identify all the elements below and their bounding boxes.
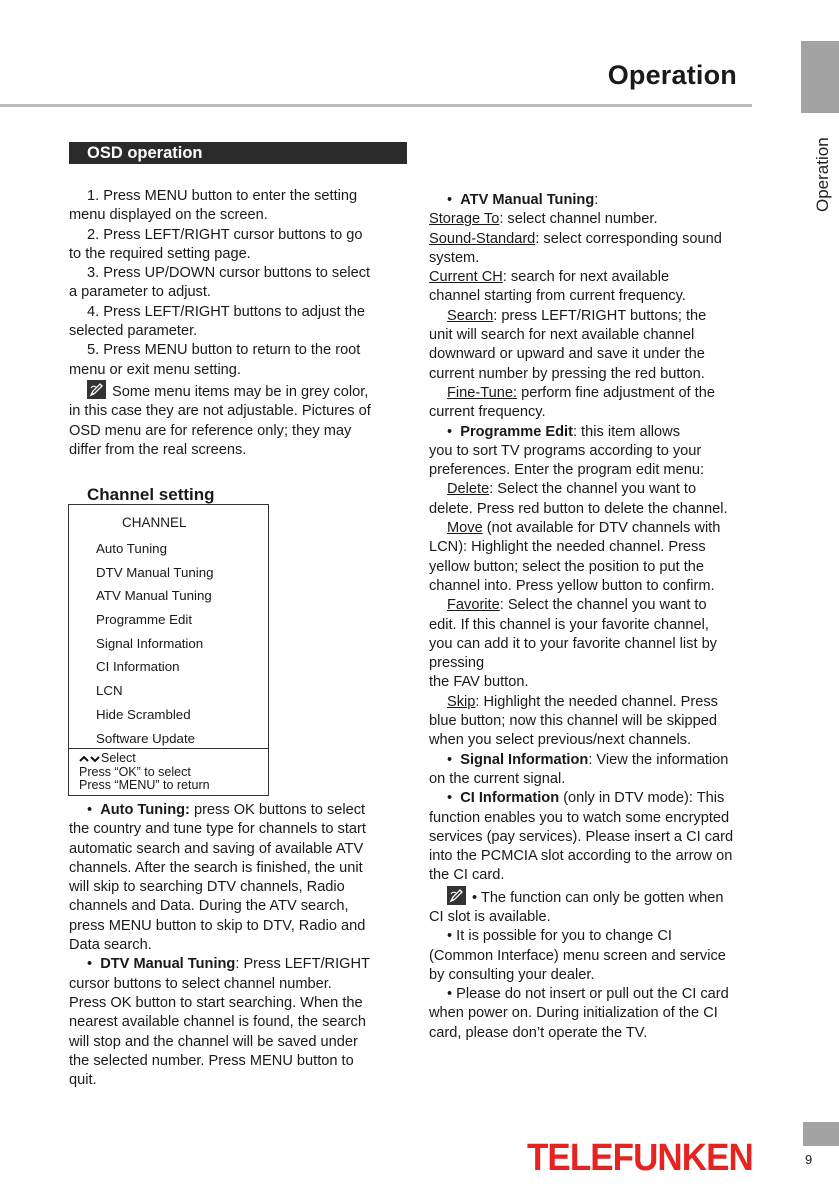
step-line: 3. Press UP/DOWN cursor buttons to select	[87, 265, 371, 282]
channel-menu-box	[68, 504, 269, 796]
dtv-tuning-line: • DTV Manual Tuning: Press LEFT/RIGHT	[87, 956, 370, 973]
ci-bullet-line: card, please don’t operate the TV.	[429, 1024, 648, 1041]
auto-tuning-line: the country and tune type for channels to start	[69, 821, 366, 838]
fine-line: current frequency.	[429, 404, 546, 421]
page-title: Operation	[607, 60, 737, 90]
fav-line: pressing	[429, 655, 485, 672]
step-line: menu displayed on the screen.	[69, 207, 268, 224]
auto-tuning-line: channels and Data. During the ATV search,	[69, 898, 349, 915]
auto-tuning-line: Data search.	[69, 937, 152, 954]
step-line: selected parameter.	[69, 323, 198, 340]
search-line: current number by pressing the red button.	[429, 365, 705, 382]
menu-footer	[69, 748, 268, 793]
menu-list	[96, 539, 214, 752]
step-line: 2. Press LEFT/RIGHT cursor buttons to go	[87, 226, 363, 243]
prog-line: preferences. Enter the program edit menu:	[429, 462, 704, 479]
ci-bullet-line: when power on. During initialization of the CI	[429, 1005, 718, 1022]
search-line: downward or upward and save it under the	[429, 346, 705, 363]
auto-tuning-line: automatic search and saving of available ATV	[69, 840, 364, 857]
dtv-tuning-title: DTV Manual Tuning	[100, 956, 236, 973]
auto-tuning-line: • Auto Tuning: press OK buttons to select	[87, 802, 366, 818]
left-column	[69, 187, 406, 460]
menu-item-atv-manual-tuning: ATV Manual Tuning	[96, 588, 212, 604]
step-line: 5. Press MENU button to return to the root	[87, 342, 361, 359]
move-line: yellow button; select the position to put the	[429, 558, 705, 575]
step-line: menu or exit menu setting.	[69, 361, 241, 378]
note-line	[69, 380, 406, 402]
menu-footer-return: Press “MENU” to return	[79, 778, 210, 792]
ci-line: • CI Information (only in DTV mode): This	[447, 790, 725, 807]
ci-bullet-line: by consulting your dealer.	[429, 966, 595, 983]
search-line: unit will search for next available channel	[429, 327, 695, 344]
menu-item-dtv-manual-tuning: DTV Manual Tuning	[96, 564, 214, 580]
note-line: differ from the real screens.	[69, 441, 247, 458]
move-line: channel into. Press yellow button to confirm.	[429, 577, 715, 594]
note-line: OSD menu are for reference only; they may	[69, 422, 352, 439]
move-line: Move (not available for DTV channels with	[447, 520, 721, 537]
auto-tuning-title: Auto Tuning:	[100, 802, 190, 818]
menu-item-lcn: LCN	[96, 683, 123, 699]
menu-item-hide-scrambled: Hide Scrambled	[96, 706, 191, 722]
dtv-tuning-line: cursor buttons to select channel number.	[69, 975, 332, 992]
skip-line: blue button; now this channel will be skipped	[429, 713, 718, 730]
dtv-tuning-line: nearest available channel is found, the search	[69, 1014, 366, 1031]
move-line: LCN): Highlight the needed channel. Press	[429, 539, 706, 556]
ci-note-line: CI slot is available.	[429, 908, 551, 925]
auto-tuning-line: press MENU button to skip to DTV, Radio and	[69, 917, 366, 934]
dtv-tuning-line: quit.	[69, 1072, 97, 1089]
step-line: a parameter to adjust.	[69, 284, 211, 301]
skip-line: Skip: Highlight the needed channel. Press	[447, 693, 718, 710]
atv-title-line: • ATV Manual Tuning:	[447, 192, 599, 208]
side-section-label: Operation	[813, 137, 832, 212]
auto-tuning-line: will skip to searching DTV channels, Radio	[69, 879, 345, 896]
prog-line: • Programme Edit: this item allows	[447, 423, 681, 440]
menu-item-software-update: Software Update	[96, 730, 196, 746]
fine-line: Fine-Tune: perform fine adjustment of the	[447, 384, 715, 401]
menu-title: CHANNEL	[122, 515, 187, 530]
note-text: Some menu items may be in grey color,	[112, 383, 369, 400]
side-tab	[801, 41, 839, 113]
dtv-tuning-line: Press OK button to start searching. When the	[69, 994, 363, 1011]
current-line: channel starting from current frequency.	[429, 288, 686, 305]
left-column-lower	[69, 801, 406, 1090]
sound-line: Sound-Standard: select corresponding sound	[429, 230, 722, 247]
storage-line: Storage To: select channel number.	[429, 211, 658, 228]
right-column	[429, 191, 767, 1043]
prog-line: you to sort TV programs according to your	[429, 442, 702, 459]
page-number: 9	[805, 1152, 813, 1167]
menu-footer-select: Select	[101, 751, 136, 765]
note-icon	[87, 380, 106, 399]
page-tab	[803, 1122, 839, 1146]
dtv-tuning-text: : Press LEFT/RIGHT	[235, 956, 370, 973]
delete-line: delete. Press red button to delete the channel.	[429, 500, 728, 517]
fav-line: you can add it to your favorite channel list by	[429, 635, 717, 652]
auto-tuning-text: press OK buttons to select	[189, 802, 366, 818]
ci-bullet-line: • Please do not insert or pull out the CI card	[447, 986, 729, 1003]
ci-line: function enables you to watch some encrypted	[429, 809, 730, 826]
step-line: to the required setting page.	[69, 245, 251, 262]
sound-line: system.	[429, 249, 480, 266]
step-line: 4. Press LEFT/RIGHT buttons to adjust the	[87, 303, 365, 320]
current-line: Current CH: search for next available	[429, 269, 670, 286]
menu-item-ci-information: CI Information	[96, 659, 180, 675]
signal-line: • Signal Information: View the information	[447, 751, 729, 768]
menu-footer-ok: Press “OK” to select	[79, 764, 191, 779]
skip-line: when you select previous/next channels.	[429, 732, 692, 749]
ci-bullet-line: • It is possible for you to change CI	[447, 928, 672, 945]
up-down-arrows-icon	[79, 754, 101, 764]
atv-title: ATV Manual Tuning	[460, 192, 595, 208]
ci-line: the CI card.	[429, 867, 505, 884]
search-line: Search: press LEFT/RIGHT buttons; the	[447, 307, 707, 324]
step-line: 1. Press MENU button to enter the setting	[87, 188, 358, 204]
osd-heading: OSD operation	[69, 142, 407, 164]
fav-line: Favorite: Select the channel you want to	[447, 597, 707, 614]
auto-tuning-line: channels. After the search is finished, the unit	[69, 859, 363, 876]
signal-line: on the current signal.	[429, 770, 566, 787]
ci-line: services (pay services). Please insert a CI card	[429, 828, 734, 845]
brand-logo: TELEFUNKEN	[527, 1137, 753, 1179]
note-icon	[447, 886, 466, 905]
menu-item-auto-tuning: Auto Tuning	[96, 541, 167, 556]
note-line: in this case they are not adjustable. Pictures of	[69, 403, 371, 420]
delete-line: Delete: Select the channel you want to	[447, 481, 697, 498]
ci-line: into the PCMCIA slot according to the arrow on	[429, 848, 733, 865]
fav-line: edit. If this channel is your favorite channel,	[429, 616, 709, 633]
channel-setting-heading: Channel setting	[87, 485, 215, 504]
fav-line: the FAV button.	[429, 674, 529, 691]
ci-note-line: • The function can only be gotten when	[429, 886, 767, 908]
header-rule	[0, 104, 752, 107]
dtv-tuning-line: the selected number. Press MENU button to	[69, 1052, 354, 1069]
menu-item-programme-edit: Programme Edit	[96, 612, 193, 628]
ci-bullet-line: (Common Interface) menu screen and service	[429, 947, 726, 964]
menu-item-signal-information: Signal Information	[96, 635, 204, 651]
dtv-tuning-line: will stop and the channel will be saved under	[69, 1033, 358, 1050]
